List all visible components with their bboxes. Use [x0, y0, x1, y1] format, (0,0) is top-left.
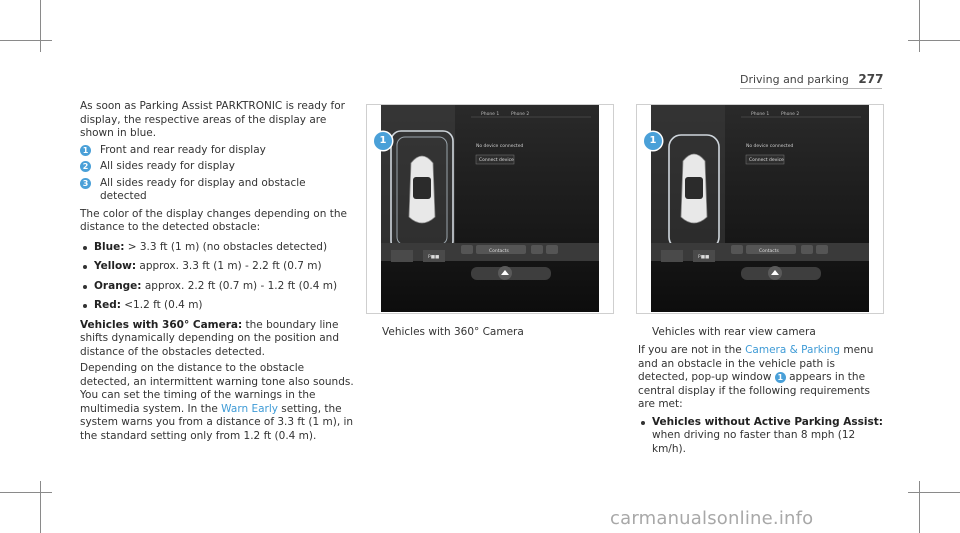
bullet-text: approx. 2.2 ft (0.7 m) - 1.2 ft (0.4 m): [141, 279, 338, 292]
park-soft-key[interactable]: P■■: [428, 255, 440, 260]
crop-mark: [40, 0, 41, 52]
color-intro-paragraph: The color of the display changes depending on the distance to the detected obstacle:: [80, 207, 347, 233]
bullet-item: [80, 299, 355, 313]
connect-device-button[interactable]: Connect device: [479, 158, 514, 163]
bullet-item: [80, 260, 355, 274]
contacts-search[interactable]: Contacts: [759, 249, 779, 254]
callout-number: 2: [80, 161, 91, 172]
callout-number: 1: [80, 145, 91, 156]
bullet-label: Blue:: [94, 240, 125, 253]
crop-mark: [908, 40, 960, 41]
page-header: [740, 72, 884, 86]
callout-number: 1: [644, 132, 662, 150]
park-soft-key[interactable]: P■■: [698, 255, 710, 260]
camera-text: the boundary line shifts dynamically depending on the position and distance of the obstacles detected.: [80, 318, 339, 358]
crop-mark: [919, 0, 920, 52]
right-column: [638, 344, 888, 462]
tab-phone-1: Phone 1: [751, 112, 770, 117]
warning-text-end: setting, the system warns you from a distance of 3.3 ft (1 m), in the standard setting only from 1.2 ft (0.4 m).: [80, 402, 354, 442]
numbered-item-text: All sides ready for display and obstacle detected: [100, 176, 306, 202]
bullet-item: [638, 416, 888, 457]
numbered-item-text: Front and rear ready for display: [100, 143, 266, 156]
bullet-label: Red:: [94, 299, 121, 311]
figure-rear-camera: [636, 104, 884, 314]
crop-mark: [908, 492, 960, 493]
callout-number: 1: [775, 372, 786, 383]
watermark: carmanualsonline.info: [610, 508, 814, 529]
header-rule: [740, 88, 882, 89]
crop-mark: [0, 40, 52, 41]
camera-parking-link[interactable]: Camera & Parking: [745, 344, 841, 356]
numbered-item: [80, 177, 355, 204]
bullet-text: <1.2 ft (0.4 m): [120, 299, 203, 311]
camera-paragraph: [80, 319, 355, 360]
warning-text-start: Depending on the distance to the obstacle detected, an intermittent warning tone also sounds. You can set the timing of the warnings in the multimedia system. In the: [80, 362, 354, 415]
crop-mark: [919, 481, 920, 533]
numbered-item-text: All sides ready for display: [100, 160, 235, 172]
figure-caption: Vehicles with rear view camera: [652, 326, 816, 338]
page-number: 277: [858, 72, 884, 86]
tab-phone-2: Phone 2: [781, 112, 800, 117]
tab-phone-2: Phone 2: [511, 112, 530, 117]
bullet-text: approx. 3.3 ft (1 m) - 2.2 ft (0.7 m): [136, 260, 322, 272]
display-screenshot: [381, 105, 599, 312]
contacts-search[interactable]: Contacts: [489, 249, 509, 254]
warn-early-link[interactable]: Warn Early: [221, 402, 278, 415]
popup-text-start: If you are not in the: [638, 344, 746, 356]
left-column: [80, 100, 355, 446]
bullet-text: when driving no faster than 8 mph (12 km/h).: [652, 429, 856, 455]
warning-paragraph: [80, 362, 355, 443]
tab-phone-1: Phone 1: [481, 112, 500, 117]
bullet-label: Orange:: [94, 279, 142, 292]
bullet-item: [80, 241, 355, 255]
status-text: No device connected: [746, 144, 794, 149]
bullet-label: Yellow:: [94, 260, 137, 272]
popup-text-middle: menu and an obstacle in the vehicle path is detected, pop-up window: [638, 344, 874, 383]
crop-mark: [0, 492, 52, 493]
popup-text-end: appears in the central display if the following requirements are met:: [638, 371, 870, 410]
popup-paragraph: [638, 344, 888, 412]
display-graphic: [651, 105, 869, 312]
status-text: No device connected: [476, 144, 524, 149]
camera-label: Vehicles with 360° Camera:: [80, 318, 243, 331]
section-title: Driving and parking: [740, 73, 849, 86]
figure-360-camera: [366, 104, 614, 314]
bullet-item: [80, 280, 355, 294]
callout-number: 1: [374, 132, 392, 150]
display-screenshot: [651, 105, 869, 312]
figure-caption: Vehicles with 360° Camera: [382, 326, 524, 338]
callout-number: 3: [80, 178, 91, 189]
crop-mark: [40, 481, 41, 533]
numbered-item: [80, 160, 355, 174]
numbered-item: [80, 144, 355, 158]
intro-paragraph: As soon as Parking Assist PARKTRONIC is ready for display, the respective areas of the display are shown in blue.: [80, 100, 345, 139]
bullet-label: Vehicles without Active Parking Assist:: [652, 415, 883, 428]
bullet-text: > 3.3 ft (1 m) (no obstacles detected): [124, 240, 328, 253]
connect-device-button[interactable]: Connect device: [749, 158, 784, 163]
display-graphic: [381, 105, 599, 312]
